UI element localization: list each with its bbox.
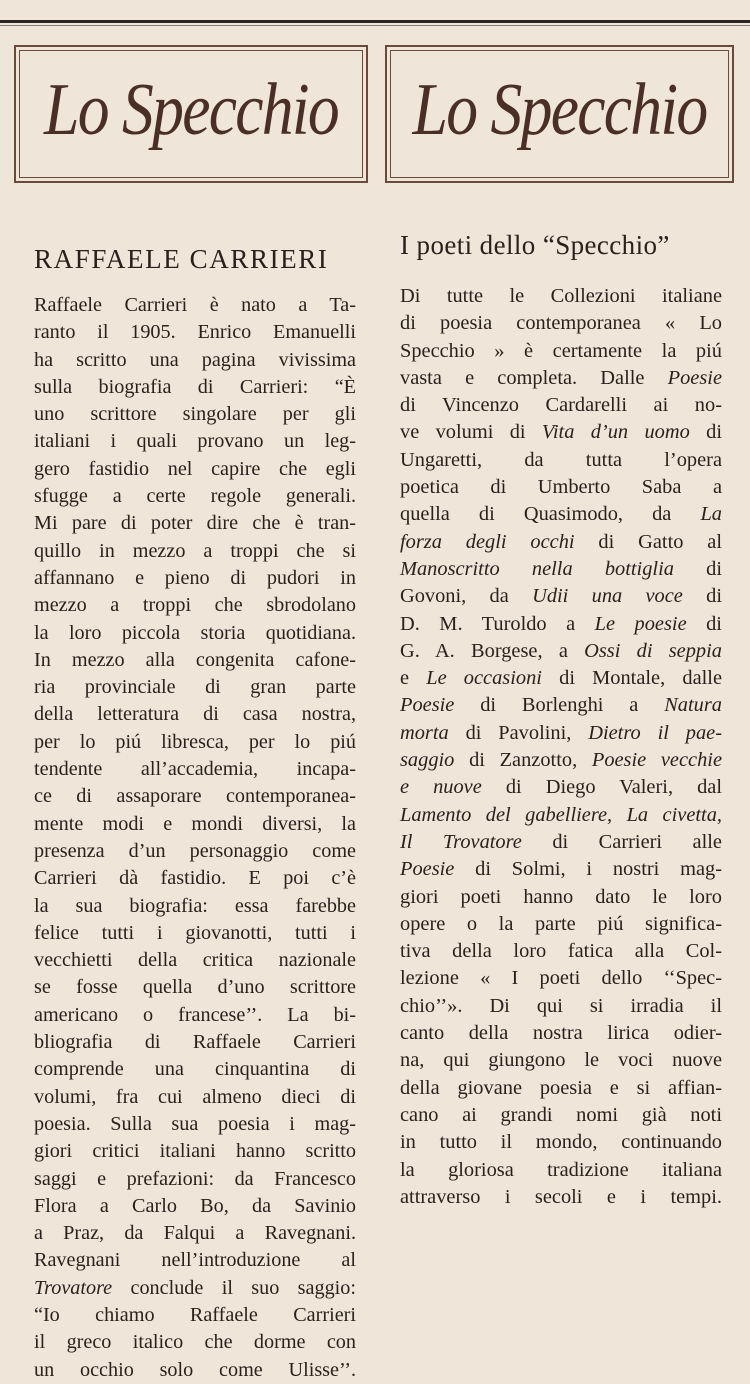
text-run: Govoni, da xyxy=(400,585,533,608)
text-line xyxy=(34,401,356,428)
text-line xyxy=(34,674,356,701)
text-line xyxy=(34,1111,356,1138)
text-run: volumi, fra cui almeno dieci di xyxy=(34,1085,356,1108)
top-rule-thin xyxy=(0,25,750,26)
italic-title: La xyxy=(700,503,722,526)
text-run: canto della nostra lirica odier- xyxy=(400,1022,722,1045)
text-run: Ravegnani nell’introduzione al xyxy=(34,1249,356,1272)
text-line xyxy=(400,474,722,501)
masthead-logo-left xyxy=(14,45,368,183)
text-line xyxy=(34,865,356,892)
text-line xyxy=(400,993,722,1020)
text-run: il greco italico che dorme con xyxy=(34,1331,356,1354)
text-line xyxy=(400,419,722,446)
text-run: cano ai grandi nomi già noti xyxy=(400,1103,722,1126)
text-line xyxy=(400,365,722,392)
left-article-title: RAFFAELE CARRIERI xyxy=(34,244,329,274)
text-run: quillo in mezzo a troppi che si xyxy=(34,539,356,562)
text-line xyxy=(400,310,722,337)
italic-title: Poesie xyxy=(400,694,455,717)
text-run: sulla biografia di Carrieri: “È xyxy=(34,375,356,398)
text-run: ria provinciale di gran parte xyxy=(34,676,356,699)
text-run: della letteratura di casa nostra, xyxy=(34,703,356,726)
text-run: G. A. Borgese, a xyxy=(400,639,585,662)
italic-title: Le occasioni xyxy=(426,667,542,690)
italic-title: Udii una voce xyxy=(532,585,683,608)
top-rule xyxy=(0,20,750,23)
text-run: vecchietti della critica nazionale xyxy=(34,949,356,972)
text-run: Mi pare di poter dire che è tran- xyxy=(34,512,356,535)
text-run: italiani i quali provano un leg- xyxy=(34,430,356,453)
text-line xyxy=(34,947,356,974)
text-run: di Solmi, i nostri mag- xyxy=(454,858,722,881)
text-line xyxy=(34,1247,356,1274)
text-run: opere o la parte piú significa- xyxy=(400,912,722,935)
text-run: Raffaele Carrieri è nato a Ta- xyxy=(34,294,356,316)
italic-title: Lamento del gabelliere, La civetta, xyxy=(400,803,722,826)
text-run: di Carrieri alle xyxy=(521,830,722,853)
text-line xyxy=(34,1275,356,1302)
text-run: di Zanzotto, xyxy=(454,749,592,772)
text-run: tendente all’accademia, incapa- xyxy=(34,758,356,781)
text-run: conclude il suo saggio: xyxy=(112,1276,356,1299)
text-line xyxy=(400,392,722,419)
italic-title: Trovatore xyxy=(34,1276,113,1299)
text-line xyxy=(34,1029,356,1056)
italic-title: Vita d’un uomo xyxy=(541,421,690,444)
text-line xyxy=(34,893,356,920)
text-run: di Montale, dalle xyxy=(541,667,722,690)
text-line xyxy=(400,1157,722,1184)
italic-title: Poesie vecchie xyxy=(591,749,722,772)
text-line xyxy=(400,611,722,638)
text-run: di Vincenzo Cardarelli ai no- xyxy=(400,394,722,417)
italic-title: Natura xyxy=(664,694,722,717)
text-line xyxy=(34,292,356,319)
text-line xyxy=(34,647,356,674)
text-run: Ungaretti, da tutta l’opera xyxy=(400,448,722,471)
text-run: e xyxy=(400,667,427,690)
text-run: se fosse quella d’uno scrittore xyxy=(34,976,356,999)
text-line xyxy=(34,620,356,647)
text-run: di xyxy=(686,612,722,635)
text-run: comprende una cinquantina di xyxy=(34,1058,356,1081)
text-run: di xyxy=(689,421,722,444)
text-line xyxy=(34,920,356,947)
text-line xyxy=(34,1357,356,1384)
text-line xyxy=(400,665,722,692)
text-run: Di tutte le Collezioni italiane xyxy=(400,285,722,307)
text-run: poetica di Umberto Saba a xyxy=(400,476,722,499)
text-line xyxy=(400,774,722,801)
text-run: affannano e pieno di pudori in xyxy=(34,566,356,589)
text-line xyxy=(34,374,356,401)
text-line xyxy=(34,729,356,756)
italic-title: saggio xyxy=(400,749,455,772)
text-line xyxy=(34,1166,356,1193)
text-run: di xyxy=(673,557,722,580)
text-line xyxy=(400,856,722,883)
text-line xyxy=(400,1020,722,1047)
text-line xyxy=(400,1075,722,1102)
text-line xyxy=(34,756,356,783)
text-line xyxy=(34,319,356,346)
text-line xyxy=(34,428,356,455)
text-run: ce di assaporare contemporanea- xyxy=(34,785,356,808)
italic-title: Dietro il pae- xyxy=(588,721,722,744)
text-line xyxy=(34,565,356,592)
text-line xyxy=(400,447,722,474)
italic-title: Manoscritto nella bottiglia xyxy=(400,557,674,580)
text-line xyxy=(34,1193,356,1220)
text-line xyxy=(34,1302,356,1329)
logo-text: Lo Specchio xyxy=(412,69,707,151)
text-line xyxy=(400,1102,722,1129)
italic-title: forza degli occhi xyxy=(400,530,575,553)
text-run: per lo piú libresca, per lo piú xyxy=(34,730,356,753)
text-line xyxy=(400,692,722,719)
text-run: di poesia contemporanea « Lo xyxy=(400,312,722,335)
text-line xyxy=(34,974,356,1001)
text-run: sfugge a certe regole generali. xyxy=(34,485,356,508)
masthead-logo-right xyxy=(385,45,734,183)
text-line xyxy=(34,838,356,865)
text-run: na, qui giungono le voci nuove xyxy=(400,1049,722,1072)
text-run: felice tutti i giovanotti, tutti i xyxy=(34,921,356,944)
text-run: mezzo a troppi che sbrodolano xyxy=(34,594,356,617)
text-line xyxy=(400,938,722,965)
text-run: gero fastidio nel capire che egli xyxy=(34,457,356,480)
italic-title: Poesie xyxy=(667,366,722,389)
italic-title: morta xyxy=(400,721,449,744)
text-run: saggi e prefazioni: da Francesco xyxy=(34,1167,356,1190)
italic-title: Il Trovatore xyxy=(400,830,522,853)
text-run: di xyxy=(682,585,722,608)
italic-title: e nuove xyxy=(400,776,482,799)
text-line xyxy=(400,884,722,911)
text-line xyxy=(34,701,356,728)
text-run: di Gatto al xyxy=(574,530,722,553)
text-run: tiva della loro fatica alla Col- xyxy=(400,940,722,963)
right-article-body xyxy=(400,283,722,1211)
text-line xyxy=(400,747,722,774)
text-run: Carrieri dà fastidio. E poi c’è xyxy=(34,867,356,890)
text-line xyxy=(400,911,722,938)
text-run: in tutto il mondo, continuando xyxy=(400,1131,722,1154)
text-run: la sua biografia: essa farebbe xyxy=(34,894,356,917)
text-run: giori poeti hanno dato le loro xyxy=(400,885,722,908)
text-run: giori critici italiani hanno scritto xyxy=(34,1140,356,1163)
text-line xyxy=(400,529,722,556)
text-run: chio’’». Di qui si irradia il xyxy=(400,994,722,1017)
text-run: americano o francese’’. La bi- xyxy=(34,1003,356,1026)
text-line xyxy=(34,1329,356,1356)
text-line xyxy=(400,802,722,829)
text-run: ha scritto una pagina vivissima xyxy=(34,348,356,371)
text-run: uno scrittore singolare per gli xyxy=(34,403,356,426)
text-run: a Praz, da Falqui a Ravegnani. xyxy=(34,1222,356,1245)
text-run: presenza d’un personaggio come xyxy=(34,839,356,862)
text-run: bliografia di Raffaele Carrieri xyxy=(34,1031,356,1054)
text-run: D. M. Turoldo a xyxy=(400,612,595,635)
text-line xyxy=(34,783,356,810)
text-line xyxy=(34,592,356,619)
text-run: ve volumi di xyxy=(400,421,542,444)
text-line xyxy=(400,501,722,528)
right-article-title: I poeti dello “Specchio” xyxy=(400,230,670,260)
text-run: Specchio » è certamente la piú xyxy=(400,339,722,362)
text-line xyxy=(34,483,356,510)
text-run: di Borlenghi a xyxy=(454,694,665,717)
text-run: di Diego Valeri, dal xyxy=(481,776,722,799)
text-run: poesia. Sulla sua poesia i mag- xyxy=(34,1112,356,1135)
text-line xyxy=(400,829,722,856)
text-line xyxy=(400,1129,722,1156)
text-run: quella di Quasimodo, da xyxy=(400,503,701,526)
text-run: della giovane poesia e si affian- xyxy=(400,1076,722,1099)
text-line xyxy=(34,510,356,537)
italic-title: Poesie xyxy=(400,858,455,881)
text-line xyxy=(34,456,356,483)
text-run: un occhio solo come Ulisse’’. xyxy=(34,1358,356,1381)
italic-title: Le poesie xyxy=(594,612,687,635)
text-line xyxy=(400,1047,722,1074)
text-line xyxy=(34,538,356,565)
left-article-body xyxy=(34,292,356,1384)
text-run: vasta e completa. Dalle xyxy=(400,366,668,389)
text-line xyxy=(400,283,722,310)
text-line xyxy=(400,965,722,992)
text-line xyxy=(34,1056,356,1083)
text-line xyxy=(34,1084,356,1111)
text-line xyxy=(400,338,722,365)
text-line xyxy=(34,1220,356,1247)
text-run: di Pavolini, xyxy=(448,721,589,744)
text-run: mente modi e mondi diversi, la xyxy=(34,812,356,835)
logo-text: Lo Specchio xyxy=(44,69,338,151)
text-line xyxy=(34,347,356,374)
text-line xyxy=(400,1184,722,1211)
italic-title: Ossi di seppia xyxy=(584,639,722,662)
text-run: ranto il 1905. Enrico Emanuelli xyxy=(34,321,356,344)
text-line xyxy=(400,638,722,665)
text-run: attraverso i secoli e i tempi. xyxy=(400,1185,722,1208)
text-run: lezione « I poeti dello ‘‘Spec- xyxy=(400,967,722,990)
text-run: la gloriosa tradizione italiana xyxy=(400,1158,722,1181)
text-line xyxy=(400,720,722,747)
text-line xyxy=(400,583,722,610)
text-line xyxy=(34,1138,356,1165)
text-run: Flora a Carlo Bo, da Savinio xyxy=(34,1194,356,1217)
text-line xyxy=(400,556,722,583)
text-line xyxy=(34,1002,356,1029)
text-run: “Io chiamo Raffaele Carrieri xyxy=(34,1303,356,1326)
text-run: In mezzo alla congenita cafone- xyxy=(34,648,356,671)
text-run: la loro piccola storia quotidiana. xyxy=(34,621,356,644)
text-line xyxy=(34,811,356,838)
